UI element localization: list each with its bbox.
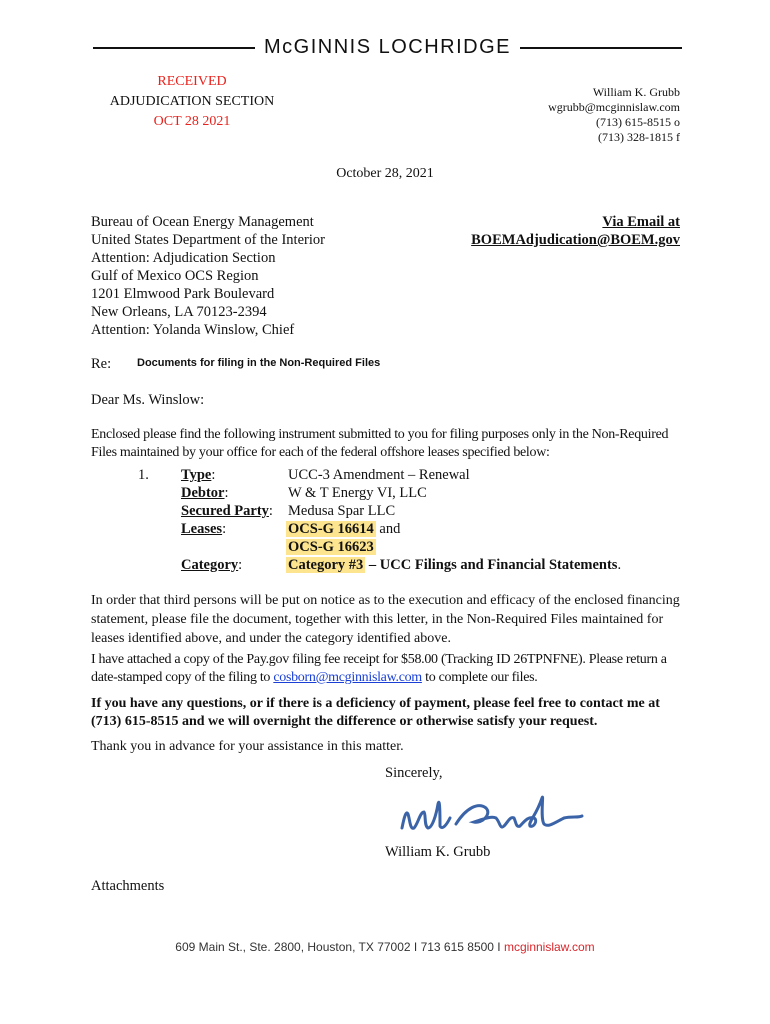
closing: Sincerely, — [385, 765, 443, 781]
stamp-received: RECEIVED — [157, 74, 227, 89]
notice-paragraph: In order that third persons will be put on notice as to the execution and efficacy of the enclosed financing statement, please file the document, together with this letter, in the Non-Required Files maintained for leases identified above, and under the category identified above. — [91, 593, 680, 646]
contact-paragraph: If you have any questions, or if there is a deficiency of payment, please feel free to contact me at (713) 615-8515 and we will overnight the difference or otherwise satisfy your request. — [91, 696, 660, 729]
secured-party-value: Medusa Spar LLC — [288, 503, 396, 519]
re-subject: Documents for filing in the Non-Required Files — [137, 357, 381, 369]
category-period: . — [617, 557, 622, 573]
thanks-paragraph: Thank you in advance for your assistance in this matter. — [91, 739, 404, 754]
type-value: UCC-3 Amendment – Renewal — [288, 467, 470, 483]
delivery-email: BOEMAdjudication@BOEM.gov — [471, 232, 680, 248]
recipient-address — [91, 213, 325, 339]
address-line: Bureau of Ocean Energy Management — [91, 214, 314, 230]
address-line: New Orleans, LA 70123-2394 — [91, 304, 267, 320]
address-line: Attention: Yolanda Winslow, Chief — [91, 322, 295, 338]
address-line: 1201 Elmwood Park Boulevard — [91, 286, 275, 302]
salutation: Dear Ms. Winslow: — [91, 392, 205, 408]
item-number: 1. — [138, 467, 149, 483]
secured-label-text: Secured Party — [181, 503, 269, 519]
category-value — [288, 557, 621, 574]
lease-and: and — [375, 521, 401, 537]
footer-website[interactable]: mcginnislaw.com — [503, 940, 595, 954]
email-link[interactable]: cosborn@mcginnislaw.com — [273, 670, 422, 685]
letterhead-rule-left — [93, 47, 255, 49]
leases-value-2 — [288, 539, 376, 556]
leases-label: Leases: — [181, 521, 227, 537]
letter-date: October 28, 2021 — [336, 166, 434, 181]
fee-text-end: to complete our files. — [421, 670, 538, 685]
signer-name: William K. Grubb — [385, 844, 491, 860]
debtor-label-text: Debtor — [181, 485, 225, 501]
delivery-line1: Via Email at — [602, 214, 680, 230]
category-label-text: Category — [181, 557, 239, 573]
stamp-date: OCT 28 2021 — [153, 114, 231, 129]
contact-office: (713) 615-8515 o — [596, 115, 680, 129]
type-label-text: Type — [181, 467, 212, 483]
category-label: Category: — [181, 557, 243, 573]
fee-paragraph — [91, 651, 681, 687]
re-label: Re: — [91, 356, 112, 372]
contact-name: William K. Grubb — [592, 85, 680, 99]
category-highlight: Category #3 — [288, 557, 364, 573]
contact-fax: (713) 328-1815 f — [598, 130, 680, 144]
contact-email: wgrubb@mcginnislaw.com — [548, 100, 680, 114]
received-stamp — [92, 72, 292, 132]
letterhead-rule-right — [520, 47, 682, 49]
footer-address: 609 Main St., Ste. 2800, Houston, TX 77002 I 713 615 8500 I — [175, 940, 504, 954]
signature — [396, 788, 586, 838]
category-desc: – UCC Filings and Financial Statements — [365, 557, 618, 573]
letterhead-footer — [0, 940, 770, 954]
intro-paragraph: Enclosed please find the following instrument submitted to you for filing purposes only in the Non-Required Files maintained by your office for each of the federal offshore leases specified below: — [91, 427, 669, 460]
attachments-label: Attachments — [91, 878, 165, 894]
debtor-value: W & T Energy VI, LLC — [288, 485, 427, 501]
debtor-label: Debtor: — [181, 485, 229, 501]
leases-label-text: Leases — [181, 521, 223, 537]
secured-party-label: Secured Party: — [181, 503, 273, 519]
delivery-method — [471, 213, 680, 249]
address-line: Gulf of Mexico OCS Region — [91, 268, 259, 284]
leases-value-1 — [288, 521, 400, 538]
firm-name: McGINNIS LOCHRIDGE — [263, 36, 512, 58]
fee-text: I have attached a copy of the Pay.gov filing fee receipt for $58.00 (Tracking ID 26TPNFNE). Please return a date-stamped copy of the filing to — [91, 652, 667, 685]
lease-highlight: OCS-G 16623 — [288, 539, 374, 555]
sender-contact — [548, 85, 680, 145]
type-label: Type: — [181, 467, 216, 483]
lease-highlight: OCS-G 16614 — [288, 521, 374, 537]
address-line: Attention: Adjudication Section — [91, 250, 276, 266]
address-line: United States Department of the Interior — [91, 232, 325, 248]
stamp-section: ADJUDICATION SECTION — [109, 94, 275, 109]
